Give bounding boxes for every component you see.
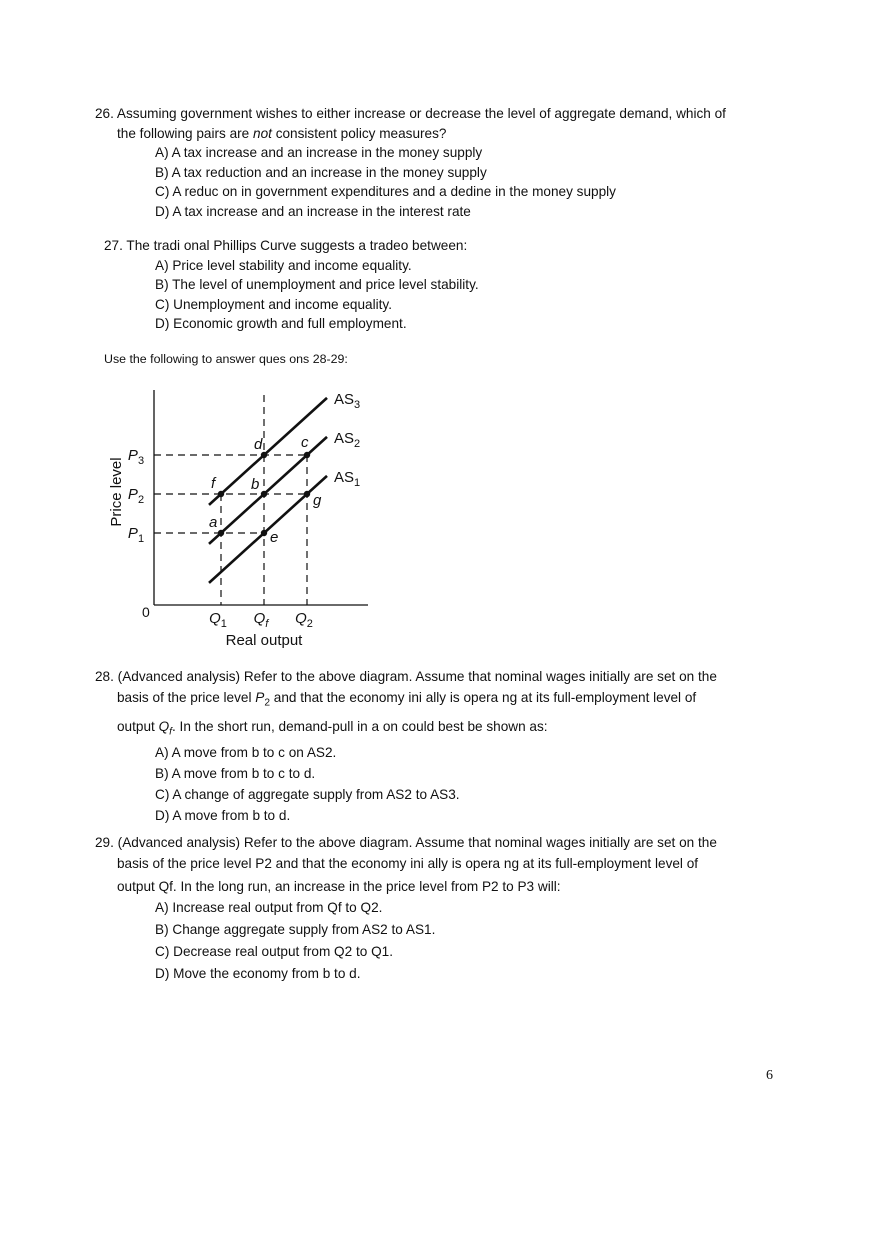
option-a: A) Increase real output from Qf to Q2.: [155, 900, 383, 915]
question-26-stem: 26. Assuming government wishes to either increase or decrease the level of aggregate demand, which of the following pairs are not consistent policy measures?: [95, 106, 726, 141]
question-29: [95, 832, 785, 985]
y-tick-p3: $P_3$: [127, 447, 145, 467]
x-tick-q1: $Q_1$: [209, 610, 227, 630]
as-label-as3: $AS_3$: [334, 390, 361, 411]
option-a: A) A tax increase and an increase in the money supply: [155, 145, 483, 160]
option-a: A) A move from b to c on AS2.: [155, 745, 337, 761]
option-d: D) A move from b to d.: [155, 808, 291, 824]
option-d: D) Economic growth and full employment.: [155, 316, 407, 331]
option-b: B) Change aggregate supply from AS2 to AS1.: [155, 922, 436, 937]
question-28-options: [95, 742, 785, 826]
option-a: A) Price level stability and income equality.: [155, 257, 412, 273]
option-b: B) A tax reduction and an increase in the money supply: [155, 164, 487, 180]
point-label-f: f: [211, 475, 216, 492]
option-c: C) A reduc on in government expenditures and a dedine in the money supply: [155, 184, 616, 199]
question-28: [95, 666, 785, 826]
origin-label: 0: [142, 604, 150, 620]
point-label-b: b: [251, 476, 260, 493]
option-c: C) A change of aggregate supply from AS2 to AS3.: [155, 787, 460, 803]
question-27-stem: 27. The tradi onal Phillips Curve suggests a tradeo between:: [104, 238, 468, 253]
point-b: [261, 491, 267, 497]
option-b: B) The level of unemployment and price level stability.: [155, 277, 479, 292]
point-label-e: e: [270, 529, 279, 546]
page-number: 6: [766, 1068, 773, 1083]
point-e: [261, 530, 267, 536]
as-label-as2: $AS_2$: [334, 429, 361, 450]
point-label-c: c: [301, 434, 309, 451]
point-label-d: d: [254, 436, 263, 453]
question-28-stem: 28. (Advanced analysis) Refer to the above diagram. Assume that nominal wages initially are set on the basis of the price level $P_2$ and that the economy ini ally is opera ng at its full-employment level of output $Q_f$. In the short run, demand-pull in a on could best be shown as:: [95, 669, 717, 738]
point-c: [304, 452, 310, 458]
point-label-g: g: [313, 492, 322, 509]
x-axis-title: Real output: [225, 632, 303, 649]
as-label-as1: $AS_1$: [334, 468, 361, 489]
x-tick-qf: $Q_f$: [253, 610, 269, 630]
diagram-instruction: Use the following to answer ques ons 28-29:: [104, 352, 348, 366]
y-tick-p1: $P_1$: [127, 525, 145, 545]
option-b: B) A move from b to c to d.: [155, 766, 316, 782]
y-tick-p2: $P_2$: [127, 486, 145, 506]
point-label-a: a: [209, 514, 218, 531]
question-29-stem: 29. (Advanced analysis) Refer to the above diagram. Assume that nominal wages initially are set on the basis of the price level P2 and that the economy ini ally is opera ng at its full-employment level of output Qf. In the long run, an increase in the price level from P2 to P3 will:: [95, 835, 717, 894]
point-a: [218, 530, 224, 536]
question-29-options: [95, 897, 785, 985]
point-f: [218, 491, 224, 497]
y-axis-title: Price level: [108, 457, 125, 527]
option-d: D) A tax increase and an increase in the interest rate: [155, 203, 471, 219]
option-d: D) Move the economy from b to d.: [155, 966, 361, 981]
option-c: C) Unemployment and income equality.: [155, 296, 392, 312]
option-c: C) Decrease real output from Q2 to Q1.: [155, 944, 393, 959]
point-g: [304, 491, 310, 497]
x-tick-q2: $Q_2$: [295, 610, 313, 630]
